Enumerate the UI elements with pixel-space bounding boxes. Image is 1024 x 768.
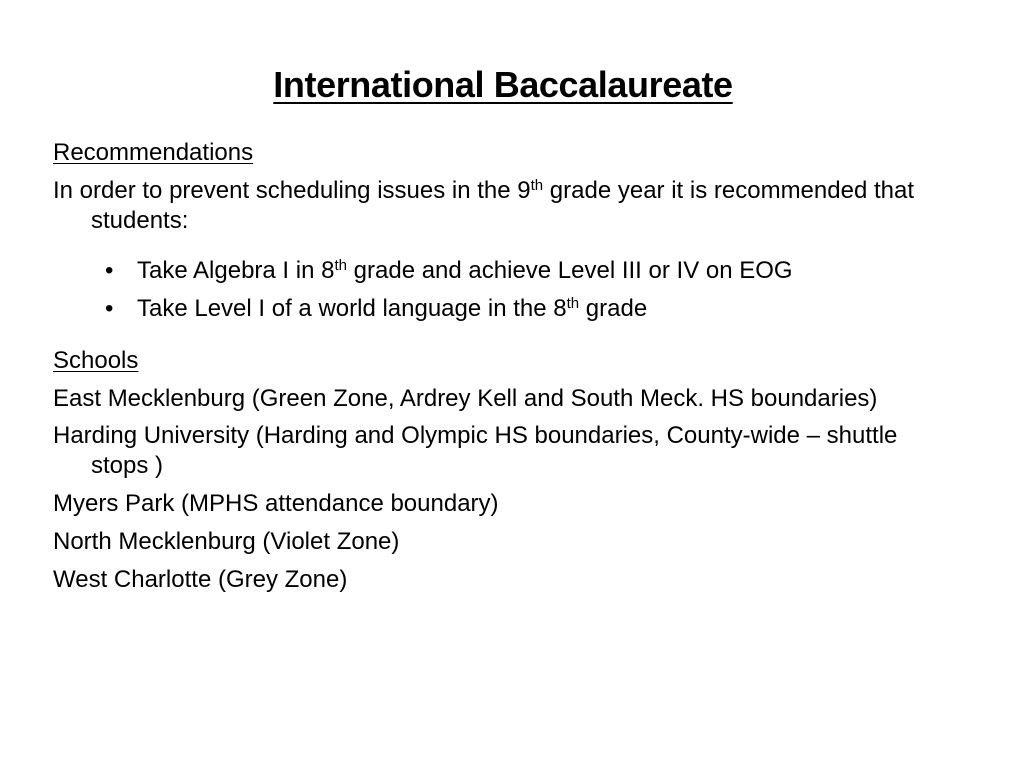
school-item: Harding University (Harding and Olympic HS boundaries, County-wide – shuttle stops ) — [53, 422, 898, 479]
school-item: Myers Park (MPHS attendance boundary) — [53, 490, 499, 517]
schools-heading: Schools — [53, 347, 139, 374]
intro-text-start: In order to prevent scheduling issues in the 9 — [53, 177, 531, 204]
recommendation-superscript: th — [566, 294, 580, 312]
recommendation-item — [105, 294, 953, 324]
bullet-marker: • — [105, 295, 114, 322]
recommendation-text-start: Take Level I of a world language in the 8 — [137, 295, 567, 322]
recommendation-item — [105, 256, 953, 286]
recommendation-text-end: grade and achieve Level III or IV on EOG — [346, 257, 793, 284]
school-item: West Charlotte (Grey Zone) — [53, 566, 348, 593]
intro-superscript: th — [530, 176, 544, 194]
recommendations-list — [53, 256, 953, 324]
slide-title: International Baccalaureate — [273, 64, 733, 105]
school-item: North Mecklenburg (Violet Zone) — [53, 528, 400, 555]
recommendations-heading: Recommendations — [53, 139, 254, 166]
recommendation-text-end: grade — [579, 295, 648, 322]
recommendation-superscript: th — [334, 256, 347, 274]
recommendation-text-start: Take Algebra I in 8 — [137, 257, 335, 284]
school-item: East Mecklenburg (Green Zone, Ardrey Kell and South Meck. HS boundaries) — [53, 385, 878, 412]
recommendations-intro — [53, 176, 953, 236]
intro-text-end: grade year it is recommended that students: — [91, 177, 914, 234]
slide-body — [53, 138, 953, 595]
bullet-marker: • — [105, 257, 114, 284]
